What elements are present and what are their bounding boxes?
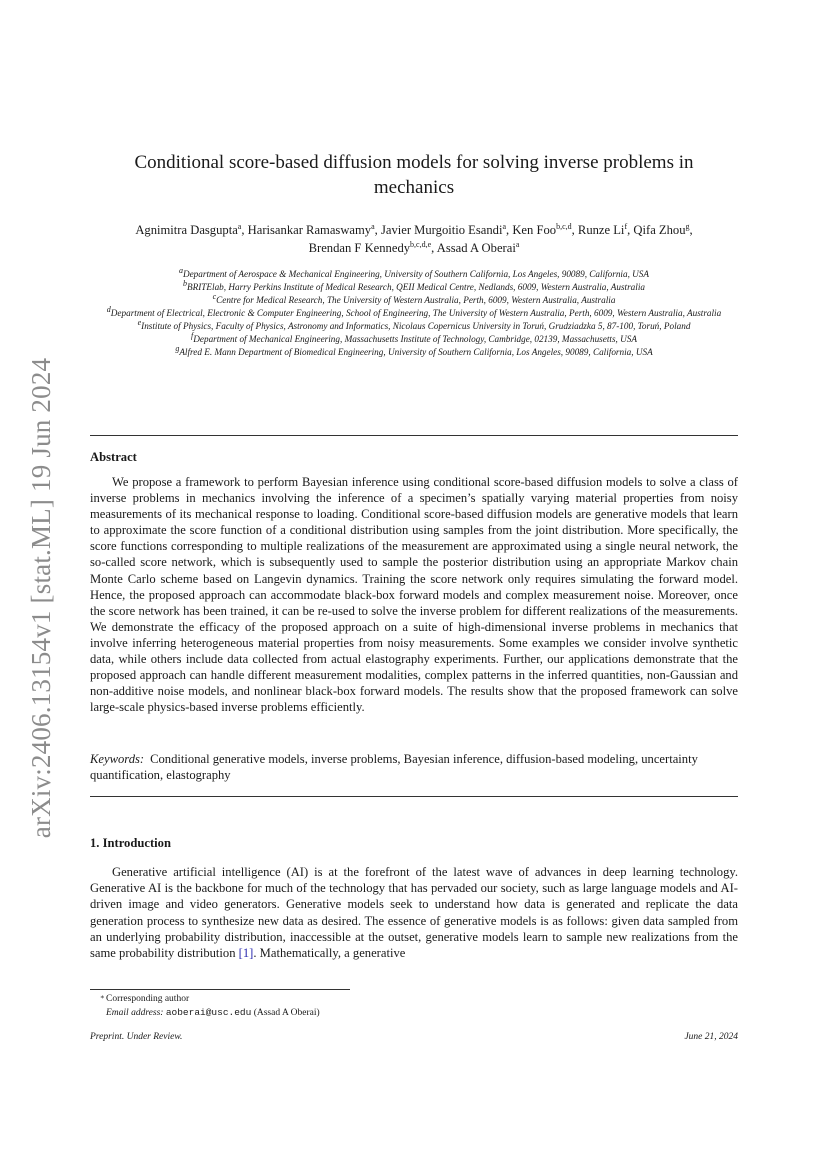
paper-title <box>90 150 738 200</box>
footer-date: June 21, 2024 <box>684 1032 738 1042</box>
affiliation-item: $^a$Department of Aerospace & Mechanical Engineering, University of Southern California, Los Angeles, 90089, California, USA <box>178 265 650 279</box>
keywords-label: Keywords: <box>90 752 145 766</box>
section-heading-introduction: 1. Introduction <box>90 836 171 850</box>
email-link[interactable]: aoberai@usc.edu <box>165 1007 252 1018</box>
footnote-email: Email address: aoberai@usc.edu (Assad A Oberai) <box>106 1007 320 1018</box>
affiliation-item: $^d$Department of Electrical, Electronic & Computer Engineering, School of Engineering, The University of Western Australia, Perth, 6009, Western Australia, Australia <box>106 304 722 318</box>
affiliation-item: $^b$BRITElab, Harry Perkins Institute of Medical Research, QEII Medical Centre, Nedlands, 6009, Western Australia, Australia <box>183 278 645 292</box>
arxiv-identifier-stamp: arXiv:2406.13154v1 [stat.ML] 19 Jun 2024 <box>26 357 56 839</box>
abstract-text: We propose a framework to perform Bayesian inference using conditional score-based diffusion models to solve a class of inverse problems in mechanics involving the inference of a specimen’s spatially varying material properties from noisy measurements of its mechanical response to loading. Conditional score-based diffusion models are generative models that learn to approximate the score function of a conditional distribution using samples from the joint distribution. More specifically, the score functions corresponding to multiple realizations of the measurement are approximated using a single neural network, the so-called score network, which is subsequently used to sample the posterior distribution using an appropriate Markov chain Monte Carlo scheme based on Langevin dynamics. Training the score network only requires simulating the forward model. Hence, the proposed approach can accommodate black-box forward models and complex measurement noise. Moreover, once the score network has been trained, it can be re-used to solve the inverse problem for different realizations of the measurements. We demonstrate the efficacy of the proposed approach on a suite of high-dimensional inverse problems in mechanics that involve inferring heterogeneous material properties from noisy measurements. Some examples we consider involve synthetic data, while others include data collected from actual elastography experiments. Further, our applications demonstrate that the proposed approach can handle different measurement modalities, complex patterns in the inferred quantities, non-Gaussian and non-additive noise models, and nonlinear black-box forward models. The results show that the proposed framework can solve large-scale physics-based inverse problems efficiently. <box>90 475 738 715</box>
author: Qifa Zhou$^g$ <box>633 221 690 237</box>
citation-link[interactable]: [1] <box>238 946 254 961</box>
footnote-marker: ∗ <box>100 993 105 1001</box>
affiliation-item: $^e$Institute of Physics, Faculty of Physics, Astronomy and Informatics, Nicolaus Copernicus University in Toruń, Grudziadzka 5, 87-100, Toruń, Poland <box>137 317 691 331</box>
footnote-rule <box>90 989 350 990</box>
author: Brendan F Kennedy$^{b,c,d,e}$ <box>308 239 432 255</box>
introduction-paragraph: Generative artificial intelligence (AI) is at the forefront of the latest wave of advances in deep learning technology. Generative AI is the backbone for much of the technology that has pervaded our society, such as large language models and AI-driven image and video generators. Generative models seek to understand how data is generated and replicate the data generation process to synthesize new data as desired. The essence of generative models is as follows: given data sampled from an underlying probability distribution, inaccessible at the outset, generative models learn to sample new realizations from the same probability distribution [1]. Mathematically, a generative <box>90 865 738 961</box>
footnote-corresponding-author: Corresponding author <box>106 994 190 1004</box>
abstract-bottom-rule <box>90 796 738 797</box>
author-list: Agnimitra Dasgupta$^a$, Harisankar Ramaswamy$^a$, Javier Murgoitio Esandi$^a$, Ken Foo$^{b,c,d}$, Runze Li$^f$, Qifa Zhou$^g$, Brendan F Kennedy$^{b,c,d,e}$, Assad A Oberai$^a$ <box>135 221 693 255</box>
affiliation-list <box>88 265 740 359</box>
title-line-1: Conditional score-based diffusion models for solving inverse problems in <box>134 152 694 173</box>
keywords <box>90 751 738 783</box>
author: Javier Murgoitio Esandi$^a$ <box>380 221 507 237</box>
footer-preprint-note: Preprint. Under Review. <box>90 1032 183 1042</box>
author: Runze Li$^f$ <box>577 221 628 237</box>
author: Ken Foo$^{b,c,d}$ <box>512 221 572 237</box>
abstract-heading: Abstract <box>90 450 137 464</box>
affiliation-item: $^f$Department of Mechanical Engineering, Massachusetts Institute of Technology, Cambridge, 02139, Massachusetts, USA <box>191 330 637 344</box>
abstract-top-rule <box>90 435 738 436</box>
author: Assad A Oberai$^a$ <box>436 239 520 255</box>
title-line-2: mechanics <box>373 177 455 198</box>
author: Agnimitra Dasgupta$^a$ <box>135 221 242 237</box>
keywords-text: Conditional generative models, inverse problems, Bayesian inference, diffusion-based modeling, uncertainty quantification, elastography <box>90 752 698 782</box>
affiliation-item: $^g$Alfred E. Mann Department of Biomedical Engineering, University of Southern California, Los Angeles, 90089, California, USA <box>175 343 653 357</box>
author: Harisankar Ramaswamy$^a$ <box>247 221 375 237</box>
affiliation-item: $^c$Centre for Medical Research, The University of Western Australia, Perth, 6009, Western Australia, Australia <box>212 291 616 305</box>
